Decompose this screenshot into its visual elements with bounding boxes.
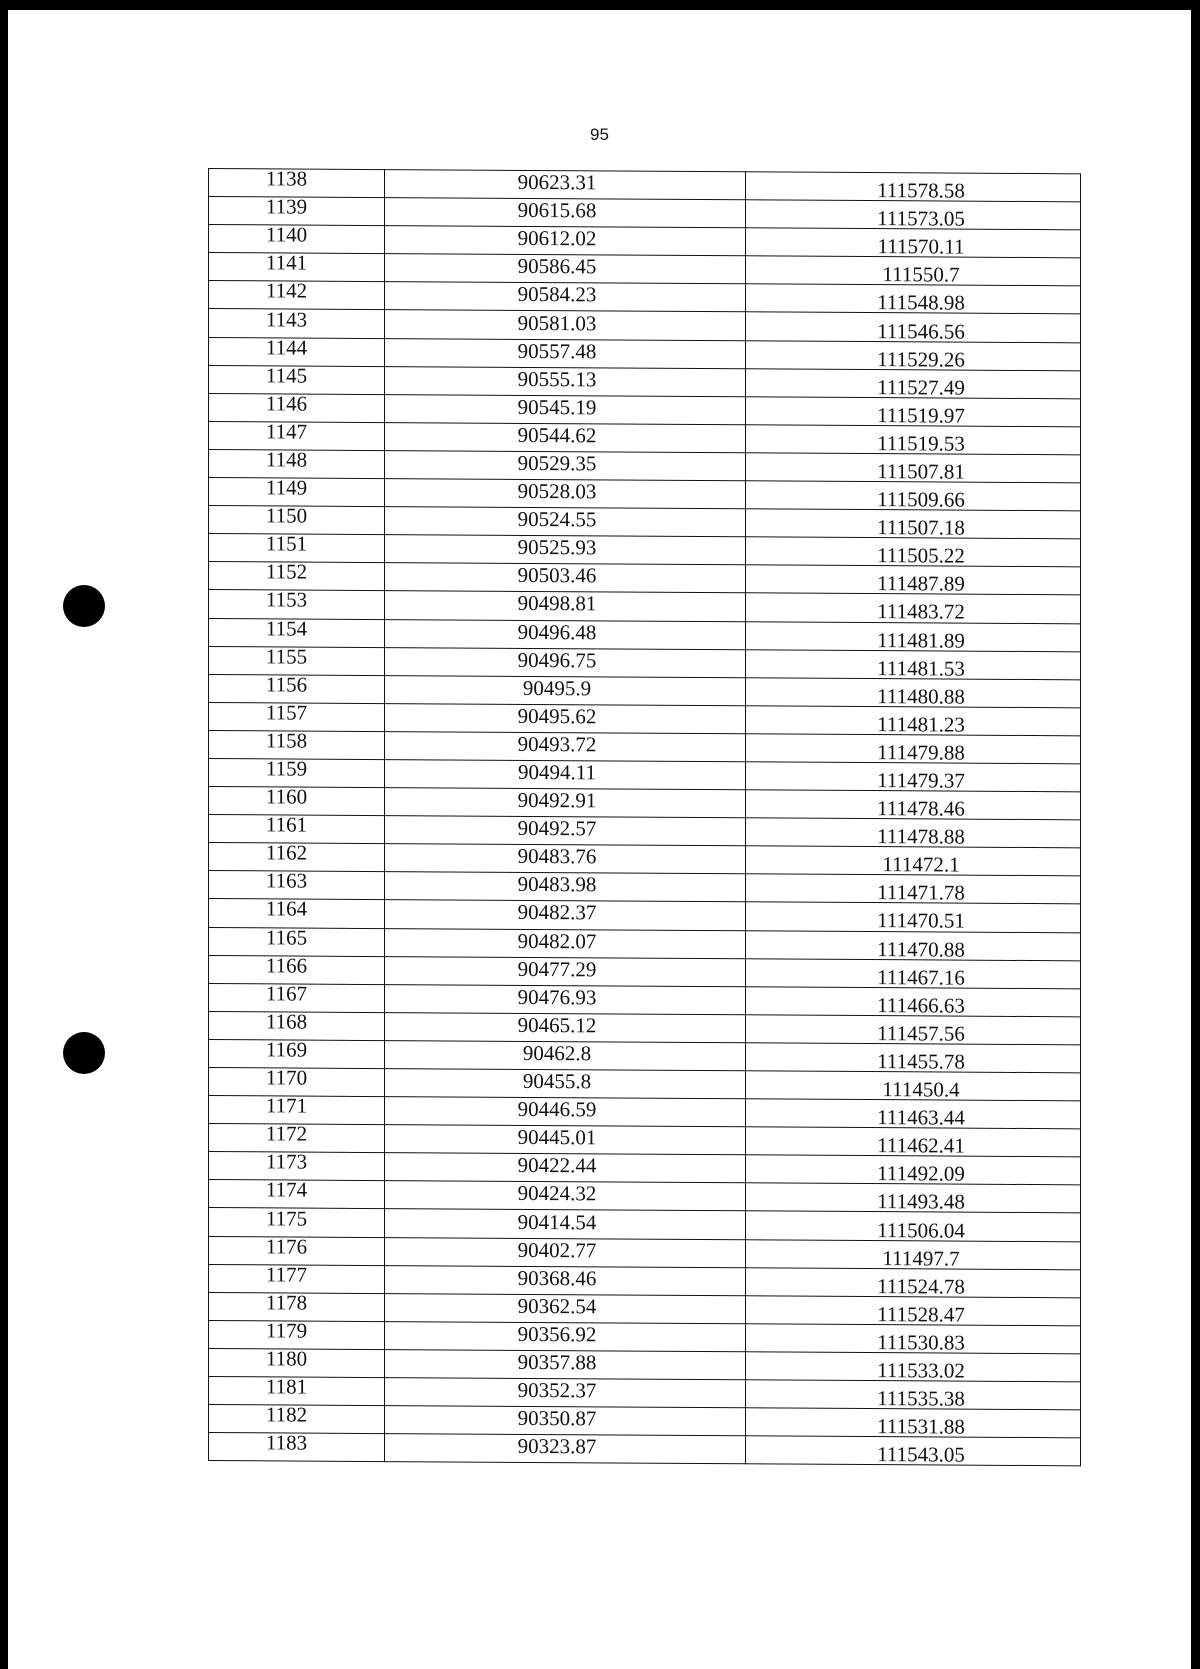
cell-value: 111524.78 xyxy=(877,1273,965,1299)
y-coordinate-cell xyxy=(746,677,1081,707)
x-coordinate-cell xyxy=(385,338,746,368)
x-coordinate-cell xyxy=(385,760,746,790)
cell-value: 90555.13 xyxy=(517,366,597,392)
cell-value: 1149 xyxy=(265,475,308,500)
coordinate-table-body xyxy=(209,166,1081,1467)
cell-value: 1178 xyxy=(265,1290,308,1315)
cell-value: 1161 xyxy=(265,812,308,837)
y-coordinate-cell xyxy=(746,790,1081,820)
y-coordinate-cell xyxy=(746,1436,1081,1466)
cell-value: 111507.81 xyxy=(877,459,965,484)
cell-value: 1145 xyxy=(265,363,308,388)
cell-value: 90356.92 xyxy=(517,1321,597,1347)
cell-value: 90528.03 xyxy=(517,478,597,504)
y-coordinate-cell xyxy=(746,172,1081,202)
y-coordinate-cell xyxy=(746,1155,1081,1185)
x-coordinate-cell xyxy=(385,1069,746,1099)
cell-value: 1147 xyxy=(265,419,308,444)
cell-value: 1170 xyxy=(265,1065,308,1090)
x-coordinate-cell xyxy=(385,1237,746,1267)
x-coordinate-cell xyxy=(385,703,746,733)
y-coordinate-cell xyxy=(746,1043,1081,1073)
y-coordinate-cell xyxy=(746,425,1081,455)
cell-value: 90615.68 xyxy=(517,198,597,223)
cell-value: 111519.53 xyxy=(877,430,965,456)
cell-value: 111457.56 xyxy=(877,1020,965,1046)
cell-value: 1148 xyxy=(265,447,308,472)
cell-value: 1174 xyxy=(265,1177,308,1203)
x-coordinate-cell xyxy=(385,956,746,986)
cell-value: 111531.88 xyxy=(877,1414,965,1439)
cell-value: 111529.26 xyxy=(877,346,965,372)
y-coordinate-cell xyxy=(746,621,1081,651)
coordinate-table-container xyxy=(208,168,1077,1467)
cell-value: 111535.38 xyxy=(877,1386,965,1411)
x-coordinate-cell xyxy=(385,788,746,818)
cell-value: 111478.88 xyxy=(877,824,965,849)
cell-value: 1156 xyxy=(265,672,308,697)
cell-value: 1139 xyxy=(265,194,308,219)
x-coordinate-cell xyxy=(385,366,746,396)
y-coordinate-cell xyxy=(746,1324,1081,1354)
x-coordinate-cell xyxy=(385,198,746,228)
cell-value: 90477.29 xyxy=(517,956,597,982)
x-coordinate-cell xyxy=(385,816,746,846)
y-coordinate-cell xyxy=(746,987,1081,1017)
y-coordinate-cell xyxy=(746,734,1081,764)
cell-value: 1176 xyxy=(265,1233,308,1259)
x-coordinate-cell xyxy=(385,1012,746,1042)
x-coordinate-cell xyxy=(385,170,746,200)
cell-value: 111527.49 xyxy=(877,374,965,400)
cell-value: 90482.07 xyxy=(517,928,597,953)
cell-value: 90496.75 xyxy=(517,647,597,673)
cell-value: 111478.46 xyxy=(877,796,965,821)
cell-value: 111481.53 xyxy=(877,655,965,681)
x-coordinate-cell xyxy=(385,422,746,452)
cell-value: 111479.37 xyxy=(877,768,965,793)
cell-value: 1154 xyxy=(265,615,308,641)
y-coordinate-cell xyxy=(746,481,1081,511)
cell-value: 111481.23 xyxy=(877,711,965,737)
cell-value: 90495.9 xyxy=(522,675,592,701)
cell-value: 111479.88 xyxy=(877,740,965,765)
cell-value: 90422.44 xyxy=(517,1153,597,1178)
point-id-cell xyxy=(209,1430,385,1462)
cell-value: 1171 xyxy=(265,1093,308,1118)
x-coordinate-cell xyxy=(385,872,746,902)
cell-value: 111578.58 xyxy=(877,178,965,203)
x-coordinate-cell xyxy=(385,928,746,958)
cell-value: 90483.76 xyxy=(517,844,597,869)
y-coordinate-cell xyxy=(746,256,1081,286)
y-coordinate-cell xyxy=(746,706,1081,736)
cell-value: 111450.4 xyxy=(882,1077,960,1102)
cell-value: 111543.05 xyxy=(877,1442,965,1467)
cell-value: 111546.56 xyxy=(877,318,965,344)
cell-value: 90482.37 xyxy=(517,900,597,925)
cell-value: 111463.44 xyxy=(877,1105,965,1130)
document-page xyxy=(8,10,1191,1669)
y-coordinate-cell xyxy=(746,1183,1081,1213)
cell-value: 90323.87 xyxy=(517,1434,597,1459)
cell-value: 111509.66 xyxy=(877,487,965,512)
cell-value: 111483.72 xyxy=(877,599,965,625)
cell-value: 90529.35 xyxy=(517,450,597,476)
cell-value: 90455.8 xyxy=(522,1068,592,1094)
cell-value: 90350.87 xyxy=(517,1406,597,1431)
x-coordinate-cell xyxy=(385,226,746,256)
cell-value: 90446.59 xyxy=(517,1097,597,1122)
y-coordinate-cell xyxy=(746,1267,1081,1297)
cell-value: 1138 xyxy=(265,166,308,191)
cell-value: 1159 xyxy=(265,756,308,781)
x-coordinate-cell xyxy=(385,1378,746,1408)
cell-value: 111492.09 xyxy=(877,1161,965,1186)
cell-value: 90545.19 xyxy=(517,394,597,420)
cell-value: 111528.47 xyxy=(877,1301,965,1327)
cell-value: 111470.51 xyxy=(877,908,965,934)
cell-value: 90492.57 xyxy=(517,816,597,841)
y-coordinate-cell xyxy=(746,228,1081,258)
cell-value: 90544.62 xyxy=(517,422,597,448)
cell-value: 1140 xyxy=(265,222,308,247)
cell-value: 1150 xyxy=(265,503,308,528)
cell-value: 1164 xyxy=(265,896,308,922)
x-coordinate-cell xyxy=(385,282,746,312)
x-coordinate-cell xyxy=(385,647,746,677)
y-coordinate-cell xyxy=(746,649,1081,679)
cell-value: 111462.41 xyxy=(877,1133,965,1158)
cell-value: 111573.05 xyxy=(877,206,965,231)
cell-value: 111493.48 xyxy=(877,1189,965,1215)
cell-value: 1182 xyxy=(265,1402,308,1427)
x-coordinate-cell xyxy=(385,1321,746,1351)
y-coordinate-cell xyxy=(746,846,1081,876)
cell-value: 1141 xyxy=(265,250,308,275)
cell-value: 90495.62 xyxy=(517,703,597,729)
x-coordinate-cell xyxy=(385,1406,746,1436)
x-coordinate-cell xyxy=(385,844,746,874)
cell-value: 1157 xyxy=(265,700,308,725)
punch-hole-mark xyxy=(63,585,105,627)
cell-value: 111519.97 xyxy=(877,402,965,428)
x-coordinate-cell xyxy=(385,394,746,424)
coordinate-table xyxy=(208,168,1081,1467)
cell-value: 90414.54 xyxy=(517,1209,597,1234)
cell-value: 90503.46 xyxy=(517,563,597,588)
y-coordinate-cell xyxy=(746,200,1081,230)
cell-value: 90612.02 xyxy=(517,226,597,251)
y-coordinate-cell xyxy=(746,453,1081,483)
cell-value: 90357.88 xyxy=(517,1349,597,1375)
x-coordinate-cell xyxy=(385,254,746,284)
x-coordinate-cell xyxy=(385,1293,746,1323)
y-coordinate-cell xyxy=(746,818,1081,848)
cell-value: 90476.93 xyxy=(517,984,597,1010)
cell-value: 1162 xyxy=(265,840,308,865)
y-coordinate-cell xyxy=(746,368,1081,398)
cell-value: 1153 xyxy=(265,587,308,613)
cell-value: 90524.55 xyxy=(517,507,597,532)
cell-value: 90494.11 xyxy=(518,759,596,785)
cell-value: 111481.89 xyxy=(877,627,965,653)
y-coordinate-cell xyxy=(746,1099,1081,1129)
cell-value: 90352.37 xyxy=(517,1377,597,1403)
x-coordinate-cell xyxy=(385,1265,746,1295)
cell-value: 90586.45 xyxy=(517,254,597,279)
y-coordinate-cell xyxy=(746,1071,1081,1101)
y-coordinate-cell xyxy=(746,1380,1081,1410)
cell-value: 111487.89 xyxy=(877,571,965,596)
y-coordinate-cell xyxy=(746,1211,1081,1241)
cell-value: 90424.32 xyxy=(517,1181,597,1206)
punch-hole-mark xyxy=(63,1032,105,1074)
x-coordinate-cell xyxy=(385,1125,746,1155)
cell-value: 111480.88 xyxy=(877,683,965,709)
cell-value: 1155 xyxy=(265,643,308,669)
y-coordinate-cell xyxy=(746,1352,1081,1382)
x-coordinate-cell xyxy=(385,1181,746,1211)
cell-value: 1143 xyxy=(265,306,308,332)
cell-value: 90498.81 xyxy=(517,591,597,616)
cell-value: 111507.18 xyxy=(877,515,965,540)
cell-value: 111471.78 xyxy=(877,880,965,906)
cell-value: 1151 xyxy=(265,531,308,556)
cell-value: 1165 xyxy=(265,924,308,950)
cell-value: 111570.11 xyxy=(877,234,965,259)
y-coordinate-cell xyxy=(746,1296,1081,1326)
cell-value: 111467.16 xyxy=(877,964,965,990)
cell-value: 111550.7 xyxy=(882,262,960,287)
x-coordinate-cell xyxy=(385,731,746,761)
cell-value: 111548.98 xyxy=(877,290,965,316)
cell-value: 111497.7 xyxy=(882,1245,960,1271)
y-coordinate-cell xyxy=(746,340,1081,370)
cell-value: 90362.54 xyxy=(517,1293,597,1319)
cell-value: 111533.02 xyxy=(877,1358,965,1383)
y-coordinate-cell xyxy=(746,312,1081,342)
cell-value: 1144 xyxy=(265,334,308,360)
cell-value: 1160 xyxy=(265,784,308,809)
cell-value: 1169 xyxy=(265,1037,308,1062)
x-coordinate-cell xyxy=(385,619,746,649)
y-coordinate-cell xyxy=(746,1239,1081,1269)
cell-value: 111505.22 xyxy=(877,543,965,568)
cell-value: 1179 xyxy=(265,1318,308,1343)
cell-value: 90465.12 xyxy=(517,1012,597,1038)
page-number: 95 xyxy=(590,125,609,144)
x-coordinate-cell xyxy=(385,310,746,340)
cell-value: 1152 xyxy=(265,559,308,584)
cell-value: 1167 xyxy=(265,981,308,1006)
cell-value: 90402.77 xyxy=(517,1237,597,1262)
x-coordinate-cell xyxy=(385,479,746,509)
cell-value: 111506.04 xyxy=(877,1217,965,1243)
x-coordinate-cell xyxy=(385,1153,746,1183)
y-coordinate-cell xyxy=(746,874,1081,904)
cell-value: 1163 xyxy=(265,868,308,893)
cell-value: 90492.91 xyxy=(517,788,597,813)
cell-value: 111470.88 xyxy=(877,936,965,962)
x-coordinate-cell xyxy=(385,1097,746,1127)
cell-value: 90493.72 xyxy=(517,731,597,757)
y-coordinate-cell xyxy=(746,1408,1081,1438)
y-coordinate-cell xyxy=(746,1127,1081,1157)
x-coordinate-cell xyxy=(385,675,746,705)
x-coordinate-cell xyxy=(385,1434,746,1464)
y-coordinate-cell xyxy=(746,958,1081,988)
cell-value: 1142 xyxy=(265,278,308,304)
x-coordinate-cell xyxy=(385,591,746,621)
y-coordinate-cell xyxy=(746,284,1081,314)
y-coordinate-cell xyxy=(746,397,1081,427)
x-coordinate-cell xyxy=(385,1040,746,1070)
cell-value: 111530.83 xyxy=(877,1329,965,1355)
cell-value: 90557.48 xyxy=(517,338,597,363)
cell-value: 1180 xyxy=(265,1346,308,1371)
cell-value: 1158 xyxy=(265,728,308,753)
cell-value: 90496.48 xyxy=(517,619,597,644)
cell-value: 1172 xyxy=(265,1121,308,1146)
y-coordinate-cell xyxy=(746,930,1081,960)
x-coordinate-cell xyxy=(385,1209,746,1239)
y-coordinate-cell xyxy=(746,565,1081,595)
cell-value: 1175 xyxy=(265,1205,308,1231)
cell-value: 90584.23 xyxy=(517,282,597,307)
x-coordinate-cell xyxy=(385,1350,746,1380)
cell-value: 1166 xyxy=(265,953,308,978)
x-coordinate-cell xyxy=(385,535,746,565)
cell-value: 1146 xyxy=(265,391,308,416)
cell-value: 1181 xyxy=(265,1374,308,1399)
y-coordinate-cell xyxy=(746,902,1081,932)
x-coordinate-cell xyxy=(385,563,746,593)
cell-value: 90445.01 xyxy=(517,1125,597,1150)
y-coordinate-cell xyxy=(746,509,1081,539)
cell-value: 1177 xyxy=(265,1262,308,1287)
cell-value: 1173 xyxy=(265,1149,308,1174)
x-coordinate-cell xyxy=(385,451,746,481)
cell-value: 111455.78 xyxy=(877,1049,965,1074)
cell-value: 90483.98 xyxy=(517,872,597,897)
x-coordinate-cell xyxy=(385,984,746,1014)
cell-value: 90581.03 xyxy=(517,310,597,335)
cell-value: 111466.63 xyxy=(877,992,965,1018)
cell-value: 90368.46 xyxy=(517,1265,597,1291)
y-coordinate-cell xyxy=(746,762,1081,792)
cell-value: 1168 xyxy=(265,1009,308,1034)
y-coordinate-cell xyxy=(746,1015,1081,1045)
y-coordinate-cell xyxy=(746,593,1081,623)
x-coordinate-cell xyxy=(385,900,746,930)
cell-value: 90623.31 xyxy=(517,169,597,195)
x-coordinate-cell xyxy=(385,507,746,537)
cell-value: 1183 xyxy=(265,1430,308,1455)
cell-value: 90525.93 xyxy=(517,535,597,560)
y-coordinate-cell xyxy=(746,537,1081,567)
cell-value: 90462.8 xyxy=(522,1040,592,1066)
cell-value: 111472.1 xyxy=(882,852,960,877)
